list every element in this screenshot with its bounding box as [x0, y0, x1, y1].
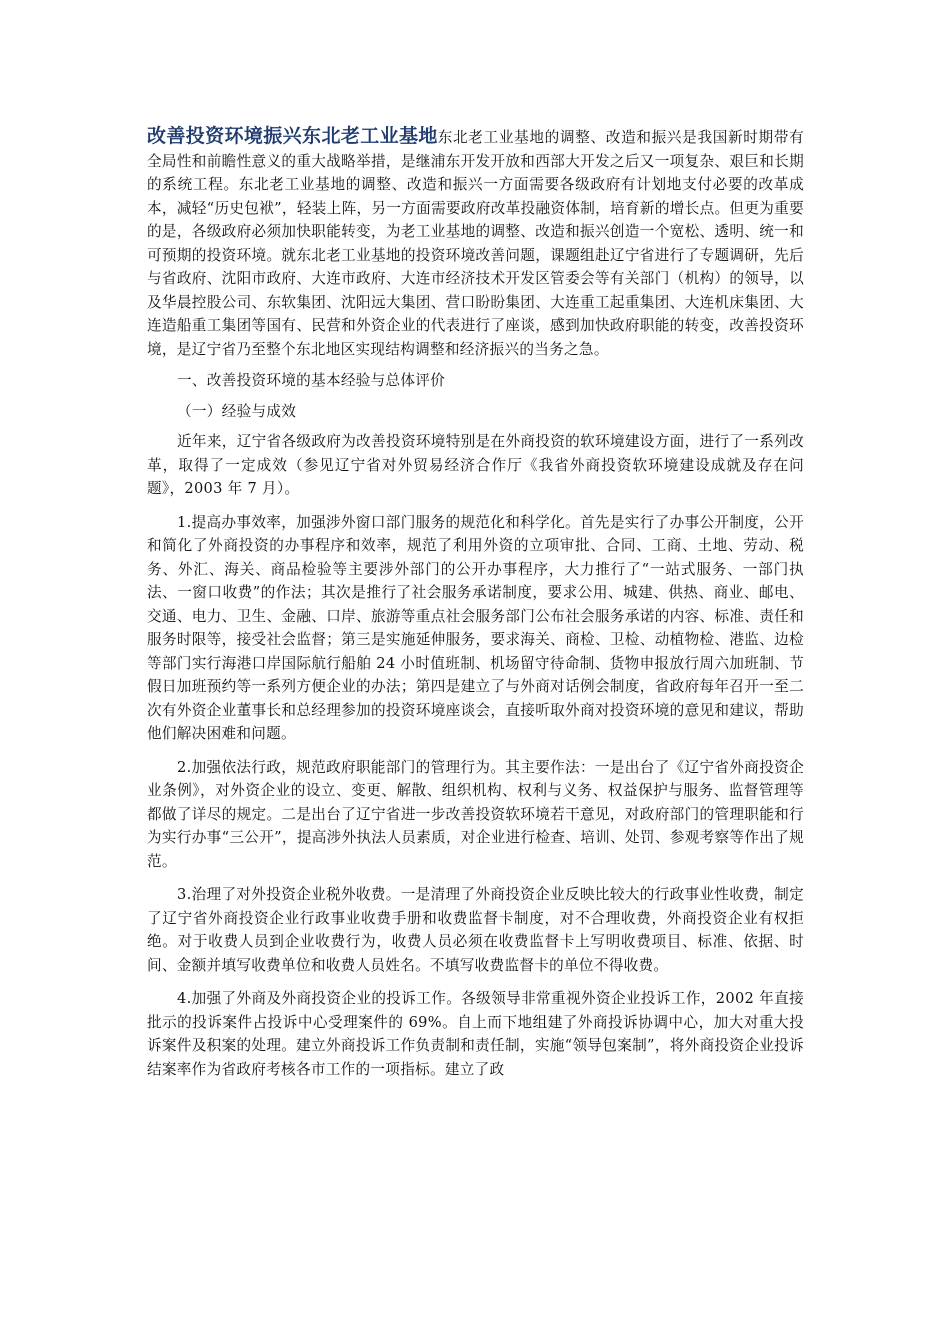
body-paragraph: 2.加强依法行政，规范政府职能部门的管理行为。其主要作法：一是出台了《辽宁省外商投资企业条例》，对外资企业的设立、变更、解散、组织机构、权利与义务、权益保护与服务、监督管理等都做了详尽的规定。二是出台了辽宁省进一步改善投资软环境若干意见，对政府部门的管理职能和行为实行办事“三公开”，提高涉外执法人员素质，对企业进行检查、培训、处罚、参观考察等作出了规范。: [147, 758, 804, 870]
body-paragraph: 3.治理了对外投资企业税外收费。一是清理了外商投资企业反映比较大的行政事业性收费，制定了辽宁省外商投资企业行政事业收费手册和收费监督卡制度，对不合理收费，外商投资企业有权拒绝。对于收费人员到企业收费行为，收费人员必须在收费监督卡上写明收费项目、标准、依据、时间、金额并填写收费单位和收费人员姓名。不填写收费监督卡的单位不得收费。: [147, 886, 804, 974]
body-paragraph: 近年来，辽宁省各级政府为改善投资环境特别是在外商投资的软环境建设方面，进行了一系列改革，取得了一定成效（参见辽宁省对外贸易经济合作厅《我省外商投资软环境建设成就及存在问题》，2003 年 7 月）。: [147, 433, 804, 497]
document-page: [147, 125, 804, 1091]
intro-paragraph: [147, 125, 804, 361]
document-title: 改善投资环境振兴东北老工业基地: [147, 125, 438, 147]
body-paragraph: 1.提高办事效率，加强涉外窗口部门服务的规范化和科学化。首先是实行了办事公开制度，公开和简化了外商投资的办事程序和效率，规范了利用外资的立项审批、合同、工商、土地、劳动、税务、外汇、海关、商品检验等主要涉外部门的公开办事程序，大力推行了“一站式服务、一部门执法、一窗口收费”的作法；其次是推行了社会服务承诺制度，要求公用、城建、供热、商业、邮电、交通、电力、卫生、金融、口岸、旅游等重点社会服务部门公布社会服务承诺的内容、标准、责任和服务时限等，接受社会监督；第三是实施延伸服务，要求海关、商检、卫检、动植物检、港监、边检等部门实行海港口岸国际航行船舶 24 小时值班制、机场留守待命制、货物申报放行周六加班制、节假日加班预约等一系列方便企业的办法；第四是建立了与外商对话例会制度，省政府每年召开一至二次有外资企业董事长和总经理参加的投资环境座谈会，直接听取外商对投资环境的意见和建议，帮助他们解决困难和问题。: [147, 513, 804, 742]
body-paragraph: 4.加强了外商及外商投资企业的投诉工作。各级领导非常重视外资企业投诉工作，2002 年直接批示的投诉案件占投诉中心受理案件的 69%。自上而下地组建了外商投诉协调中心，加大对重大投诉案件及积案的处理。建立外商投诉工作负责制和责任制，实施“领导包案制”，将外商投资企业投诉结案率作为省政府考核各市工作的一项指标。建立了政: [147, 990, 804, 1078]
subsection-heading: （一）经验与成效: [177, 402, 297, 420]
intro-text: 东北老工业基地的调整、改造和振兴是我国新时期带有全局性和前瞻性意义的重大战略举措，是继浦东开发开放和西部大开发之后又一项复杂、艰巨和长期的系统工程。东北老工业基地的调整、改造和振兴一方面需要各级政府有计划地支付必要的改革成本，减轻“历史包袱”，轻装上阵，另一方面需要政府改革投融资体制，培育新的增长点。但更为重要的是，各级政府必须加快职能转变，为老工业基地的调整、改造和振兴创造一个宽松、透明、统一和可预期的投资环境。就东北老工业基地的投资环境改善问题，课题组赴辽宁省进行了专题调研，先后与省政府、沈阳市政府、大连市政府、大连市经济技术开发区管委会等有关部门（机构）的领导，以及华晨控股公司、东软集团、沈阳远大集团、营口盼盼集团、大连重工起重集团、大连机床集团、大连造船重工集团等国有、民营和外资企业的代表进行了座谈，感到加快政府职能的转变，改善投资环境，是辽宁省乃至整个东北地区实现结构调整和经济振兴的当务之急。: [147, 129, 804, 358]
section-heading: 一、改善投资环境的基本经验与总体评价: [177, 372, 446, 389]
